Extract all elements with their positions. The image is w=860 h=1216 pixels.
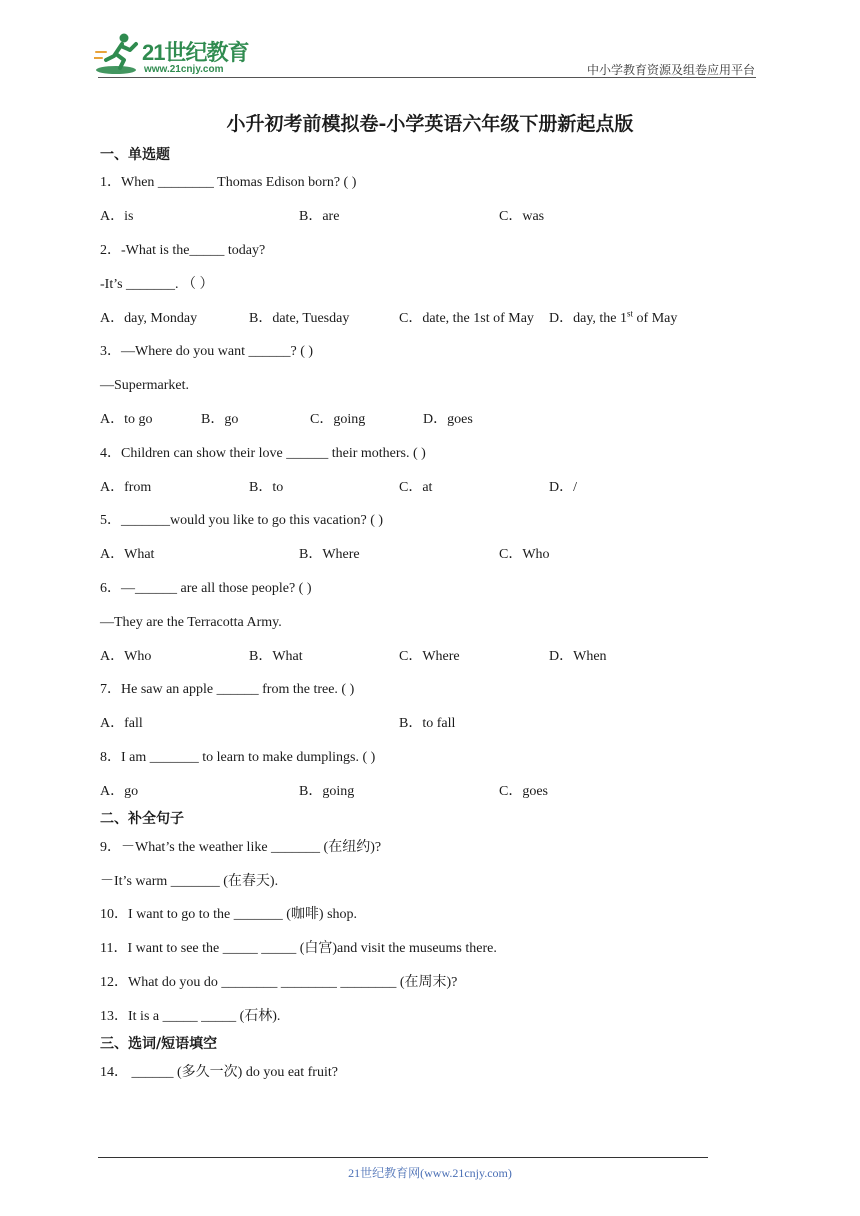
q8-option-c: C．goes (499, 784, 548, 799)
question-11: 11．I want to see the _____ _____ (白宫)and visit the museums there. (100, 941, 497, 956)
question-8: 8．I am _______ to learn to make dumplings. ( ) (100, 750, 376, 765)
question-7: 7．He saw an apple ______ from the tree. ( ) (100, 682, 355, 697)
q1-option-b: B．are (299, 209, 340, 224)
q6-option-b: B．What (249, 649, 303, 664)
q6-option-d: D．When (549, 649, 607, 664)
header-platform-text: 中小学教育资源及组卷应用平台 (586, 63, 755, 77)
q8-option-b: B．going (299, 784, 355, 799)
question-3: 3．—Where do you want ______? ( ) (100, 344, 314, 359)
q3-option-a: A．to go (100, 412, 153, 427)
footer-divider (98, 1157, 708, 1158)
question-6: 6．—______ are all those people? ( ) (100, 581, 312, 596)
q2-option-d-text: D．day, the 1 (549, 311, 628, 326)
q7-option-b: B．to fall (399, 716, 456, 731)
footer-source: 21世纪教育网(www.21cnjy.com) (348, 1166, 512, 1180)
question-3-line-2: —Supermarket. (100, 378, 190, 393)
q2-option-d-superscript: st (627, 308, 634, 319)
question-2: 2．-What is the_____ today? (100, 243, 266, 258)
page-title: 小升初考前模拟卷-小学英语六年级下册新起点版 (226, 113, 634, 135)
q2-option-d (549, 309, 677, 329)
q5-option-a: A．What (100, 547, 155, 562)
q2-option-a: A．day, Monday (100, 311, 198, 326)
q3-option-c: C．going (310, 412, 366, 427)
section-heading-word-choice: 三、选词/短语填空 (100, 1036, 218, 1052)
question-10: 10．I want to go to the _______ (咖啡) shop. (100, 907, 358, 922)
question-1: 1．When ________ Thomas Edison born? ( ) (100, 175, 357, 190)
question-12: 12．What do you do ________ ________ ________ (在周末)? (100, 975, 458, 990)
question-5: 5．_______would you like to go this vacation? ( ) (100, 513, 384, 528)
page-header (0, 0, 860, 90)
q2-option-d-tail: of May (633, 311, 678, 326)
header-divider (98, 77, 756, 78)
runner-logo-icon (94, 30, 144, 80)
q8-option-a: A．go (100, 784, 139, 799)
q3-option-d: D．goes (423, 412, 473, 427)
section-heading-complete-sentences: 二、补全句子 (100, 811, 184, 827)
section-heading-single-choice: 一、单选题 (100, 147, 170, 163)
q4-option-c: C．at (399, 480, 433, 495)
question-6-line-2: —They are the Terracotta Army. (100, 615, 282, 630)
logo-text: 21世纪教育 (142, 40, 249, 65)
logo (94, 30, 264, 80)
q1-option-a: A．is (100, 209, 134, 224)
q4-option-d: D．/ (549, 480, 577, 495)
q6-option-a: A．Who (100, 649, 152, 664)
question-4: 4．Children can show their love ______ their mothers. ( ) (100, 446, 426, 461)
q1-option-c: C．was (499, 209, 545, 224)
q5-option-b: B．Where (299, 547, 360, 562)
q2-option-b: B．date, Tuesday (249, 311, 350, 326)
question-9: 9．－What’s the weather like _______ (在纽约)? (100, 840, 382, 855)
question-13: 13．It is a _____ _____ (石林). (100, 1009, 281, 1024)
q4-option-b: B．to (249, 480, 284, 495)
q4-option-a: A．from (100, 480, 152, 495)
question-9-line-2: －It’s warm _______ (在春天). (100, 874, 279, 889)
q5-option-c: C．Who (499, 547, 550, 562)
question-2-line-2: -It’s _______. （ ） (100, 277, 214, 292)
q6-option-c: C．Where (399, 649, 460, 664)
q7-option-a: A．fall (100, 716, 143, 731)
q2-option-c: C．date, the 1st of May (399, 311, 534, 326)
question-14: 14． ______ (多久一次) do you eat fruit? (100, 1065, 338, 1080)
q3-option-b: B．go (201, 412, 239, 427)
logo-url: www.21cnjy.com (144, 64, 224, 75)
